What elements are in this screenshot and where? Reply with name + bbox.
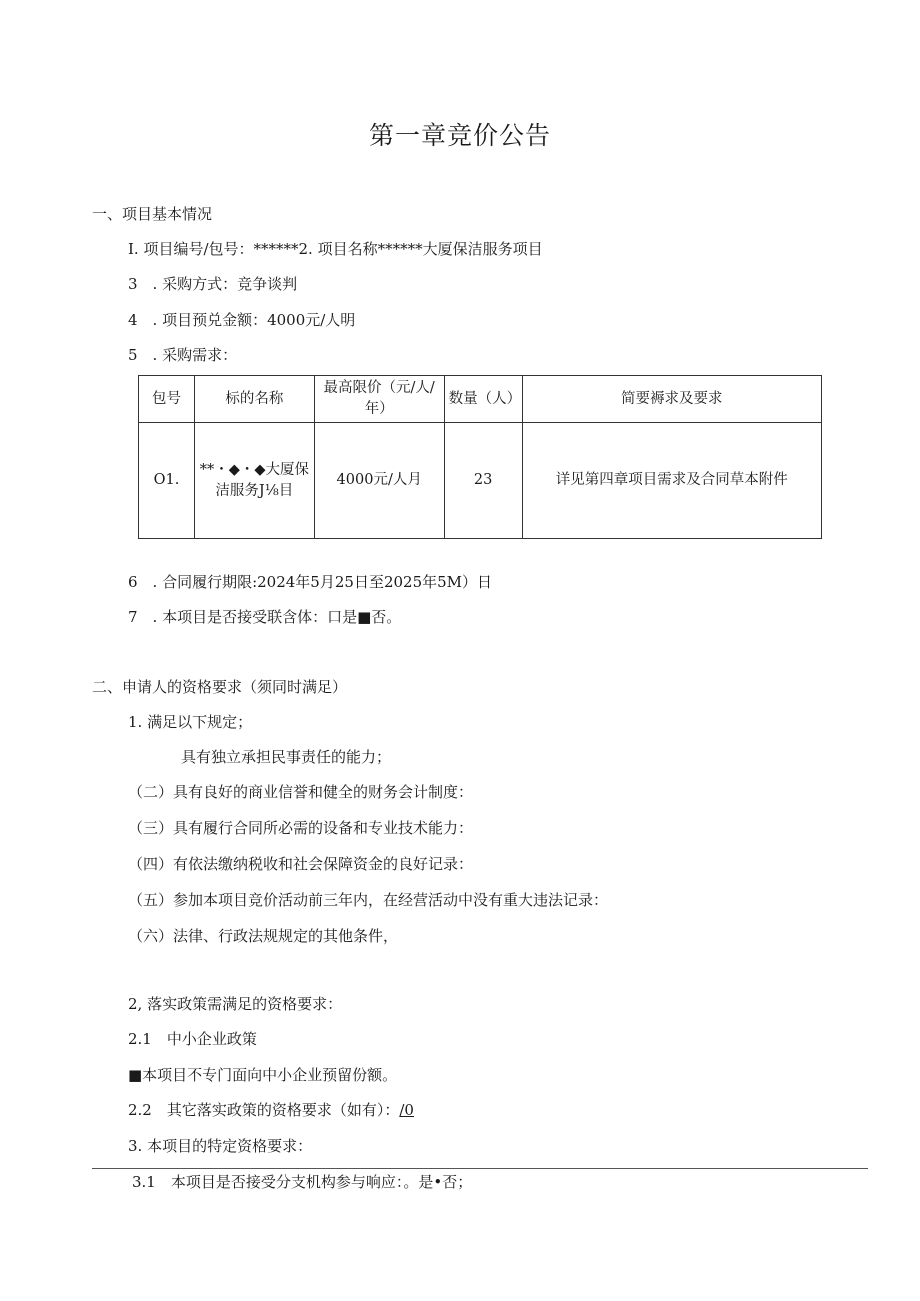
other-policy-label: 2.2 其它落实政策的资格要求（如有）： bbox=[128, 1101, 400, 1119]
section1-heading: 一、项目基本情况 bbox=[92, 205, 213, 223]
header-quantity: 数量（人） bbox=[444, 376, 522, 423]
contract-period-line: 6 . 合同履行期限:2024年5月25日至2025年5M）日 bbox=[128, 573, 493, 591]
header-max-price: 最高限价（元/人/年） bbox=[314, 376, 444, 423]
requirement-intro-line: 1. 满足以下规定； bbox=[128, 713, 253, 731]
requirement-e: （五）参加本项目竞价活动前三年内，在经营活动中没有重大违法记录： bbox=[128, 891, 609, 909]
policy-requirements-line: 2, 落实政策需满足的资格要求： bbox=[128, 995, 343, 1013]
cell-requirements: 详见第四章项目需求及合同草本附件 bbox=[522, 423, 821, 539]
requirement-b: （二）具有良好的商业信誉和健全的财务会计制度： bbox=[128, 783, 474, 801]
page-title: 第一章竞价公告 bbox=[368, 121, 551, 150]
header-requirements: 简要褥求及要求 bbox=[522, 376, 821, 423]
other-policy-value: /0 bbox=[399, 1101, 414, 1119]
header-item-name: 标的名称 bbox=[194, 376, 314, 423]
cell-package-no: O1. bbox=[139, 423, 195, 539]
sme-policy-text: ■本项目不专门面向中小企业预留份额。 bbox=[128, 1066, 398, 1084]
section2-heading: 二、申请人的资格要求（须同时满足） bbox=[92, 678, 348, 696]
cell-max-price: 4000元/人月 bbox=[314, 423, 444, 539]
horizontal-divider bbox=[92, 1168, 868, 1169]
procurement-method-line: 3 . 采购方式：竞争谈判 bbox=[128, 275, 298, 293]
requirement-d: （四）有依法缴纳税收和社会保障资金的良好记录： bbox=[128, 855, 474, 873]
requirements-table bbox=[138, 375, 822, 539]
header-package-no: 包号 bbox=[139, 376, 195, 423]
procurement-needs-line: 5 . 采购需求： bbox=[128, 346, 238, 364]
requirement-f: （六）法律、行政法规规定的其他条件， bbox=[128, 927, 399, 945]
branch-participation-line: 3.1 本项目是否接受分支机构参与响应：。是•否； bbox=[132, 1173, 473, 1191]
cell-quantity: 23 bbox=[444, 423, 522, 539]
budget-amount-line: 4 . 项目预兑金额：4000元/人明 bbox=[128, 311, 356, 329]
project-number-line: I. 项目编号/包号：******2. 项目名称******大厦保洁服务项目 bbox=[128, 240, 543, 258]
sme-policy-heading: 2.1 中小企业政策 bbox=[128, 1030, 257, 1048]
requirement-a: 具有独立承担民事责任的能力； bbox=[181, 748, 392, 766]
consortium-line: 7 . 本项目是否接受联含体：口是■否。 bbox=[128, 608, 402, 626]
table-header-row bbox=[139, 376, 822, 423]
table-row bbox=[139, 423, 822, 539]
requirement-c: （三）具有履行合同所必需的设备和专业技术能力： bbox=[128, 819, 474, 837]
specific-requirements-line: 3. 本项目的特定资格要求： bbox=[128, 1137, 313, 1155]
other-policy-line bbox=[128, 1100, 414, 1120]
cell-item-name: **・◆・◆大厦保洁服务J⅛目 bbox=[194, 423, 314, 539]
